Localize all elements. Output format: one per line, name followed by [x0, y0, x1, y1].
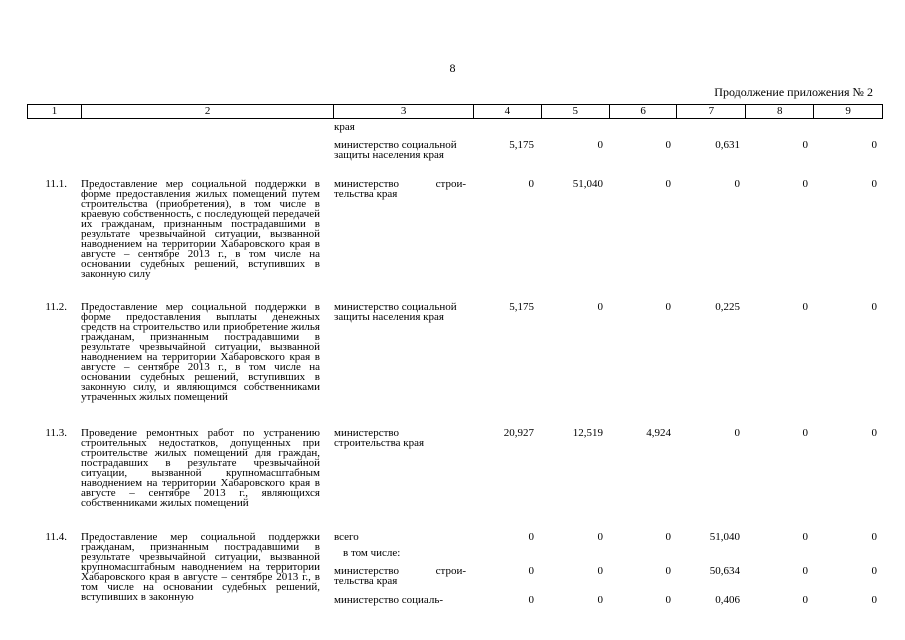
- row-11-3-val-9: 0: [871, 427, 877, 439]
- row-11-1-executor-line2: тельства края: [334, 188, 398, 200]
- row-11-4-total-val-5: 0: [597, 531, 603, 543]
- row-11-4-construction-executor: [334, 566, 466, 586]
- row-11-3-val-5: 12,519: [572, 427, 603, 439]
- row-11-3-val-8: 0: [802, 427, 808, 439]
- row-11-3-val-4: 20,927: [503, 427, 534, 439]
- row-11-3-val-7: 0: [734, 427, 740, 439]
- row-11-4-social-val-4: 0: [528, 594, 534, 606]
- row-11-4-construction-val-6: 0: [665, 565, 671, 577]
- row-11-4-including-label: в том числе:: [343, 547, 401, 559]
- page-number: 8: [449, 61, 456, 75]
- row-11-2-val-4: 5,175: [509, 301, 534, 313]
- row-11-2-number: 11.2.: [45, 301, 67, 313]
- row-11-2-executor: министерство социальной защиты населения края: [334, 301, 457, 323]
- fragment-val-5: 0: [597, 139, 603, 151]
- row-11-2-val-9: 0: [871, 301, 877, 313]
- row-11-4-number: 11.4.: [45, 531, 67, 543]
- row-11-4-construction-val-4: 0: [528, 565, 534, 577]
- table-header: [27, 104, 883, 119]
- row-11-3-number: 11.3.: [45, 427, 67, 439]
- header-col-4: 4: [474, 105, 542, 118]
- row-11-1-val-9: 0: [871, 178, 877, 190]
- row-11-4-description: Предоставление мер социальной поддержки гражданам, признанным пострадавшими в результате чрезвычайной ситуации, вызванной крупномасштабным наводнением на территории Хабаровского края в августе – сентябре 2013 г., в том числе на основании судебных решений, вступивших в законную: [81, 532, 320, 603]
- row-11-4-social-val-6: 0: [665, 594, 671, 606]
- row-11-4-social-val-7: 0,406: [715, 594, 740, 606]
- row-11-4-construction-word2: строи-: [435, 565, 466, 577]
- row-11-1-val-4: 0: [528, 178, 534, 190]
- fragment-executor: министерство социальной защиты населения края: [334, 139, 457, 161]
- continuation-label: Продолжение приложения № 2: [714, 85, 873, 99]
- row-11-4-construction-val-5: 0: [597, 565, 603, 577]
- row-11-1-val-8: 0: [802, 178, 808, 190]
- row-11-1-val-7: 0: [734, 178, 740, 190]
- fragment-val-6: 0: [665, 139, 671, 151]
- row-11-4-social-val-9: 0: [871, 594, 877, 606]
- row-11-3-description: Проведение ремонтных работ по устранению строительных недостатков, допущенных при строительстве жилых помещений для граждан, пострадавших в результате чрезвычайной ситуации, вызванной крупномасштабным наводнением на территории Хабаровского края в августе – сентябре 2013 г., являющихся собственниками жилых помещений: [81, 427, 320, 509]
- row-11-1-executor-word2: строи-: [435, 178, 466, 190]
- row-11-4-construction-word1: министерство: [334, 565, 400, 577]
- row-11-1-executor: [334, 179, 466, 199]
- fragment-col3-tail: края: [334, 121, 355, 133]
- row-11-4-total-val-6: 0: [665, 531, 671, 543]
- row-11-4-total-val-4: 0: [528, 531, 534, 543]
- row-11-1-executor-word1: министерство: [334, 178, 400, 190]
- row-11-1-description: Предоставление мер социальной поддержки в форме предоставления жилых помещений путем строительства (приобретения), в том числе в краевую собственность, с последующей передачей их гражданам, признанным пострадавшими в результате чрезвычайной ситуации, вызванной наводнением на территории Хабаровского края в августе – сентябре 2013 г., в том числе на основании судебных решений, вступивших в законную силу: [81, 178, 320, 280]
- header-col-3: 3: [334, 105, 474, 118]
- row-11-1-val-6: 0: [665, 178, 671, 190]
- row-11-4-construction-val-9: 0: [871, 565, 877, 577]
- row-11-2-val-6: 0: [665, 301, 671, 313]
- row-11-2-val-8: 0: [802, 301, 808, 313]
- row-11-2-val-5: 0: [597, 301, 603, 313]
- row-11-4-total-label: всего: [334, 531, 359, 543]
- row-11-3-val-6: 4,924: [646, 427, 671, 439]
- row-11-4-total-val-9: 0: [871, 531, 877, 543]
- header-col-2: 2: [82, 105, 334, 118]
- row-11-4-social-val-5: 0: [597, 594, 603, 606]
- row-11-3-executor: министерство строительства края: [334, 427, 425, 449]
- fragment-val-9: 0: [871, 139, 877, 151]
- row-11-1-number: 11.1.: [45, 178, 67, 190]
- row-11-4-social-val-8: 0: [802, 594, 808, 606]
- header-col-5: 5: [542, 105, 610, 118]
- header-col-1: 1: [28, 105, 82, 118]
- row-11-2-val-7: 0,225: [715, 301, 740, 313]
- header-col-7: 7: [677, 105, 746, 118]
- row-11-4-construction-val-8: 0: [802, 565, 808, 577]
- row-11-4-construction-line2: тельства края: [334, 575, 398, 587]
- fragment-val-4: 5,175: [509, 139, 534, 151]
- header-col-8: 8: [746, 105, 814, 118]
- row-11-4-total-val-8: 0: [802, 531, 808, 543]
- fragment-val-8: 0: [802, 139, 808, 151]
- row-11-1-val-5: 51,040: [572, 178, 603, 190]
- fragment-val-7: 0,631: [715, 139, 740, 151]
- header-col-6: 6: [610, 105, 678, 118]
- row-11-4-construction-val-7: 50,634: [709, 565, 740, 577]
- row-11-2-description: Предоставление мер социальной поддержки в форме предоставления выплаты денежных средств на строительство или приобретение жилья гражданам, признанным пострадавшими в результате чрезвычайной ситуации, вызванной наводнением на территории Хабаровского края в августе – сентябре 2013 г., в том числе на основании судебных решений, вступивших в законную силу, и являющимся собственниками утраченных жилых помещений: [81, 301, 320, 403]
- header-col-9: 9: [845, 105, 851, 117]
- row-11-4-social-executor: министерство социаль-: [334, 594, 444, 606]
- row-11-4-total-val-7: 51,040: [709, 531, 740, 543]
